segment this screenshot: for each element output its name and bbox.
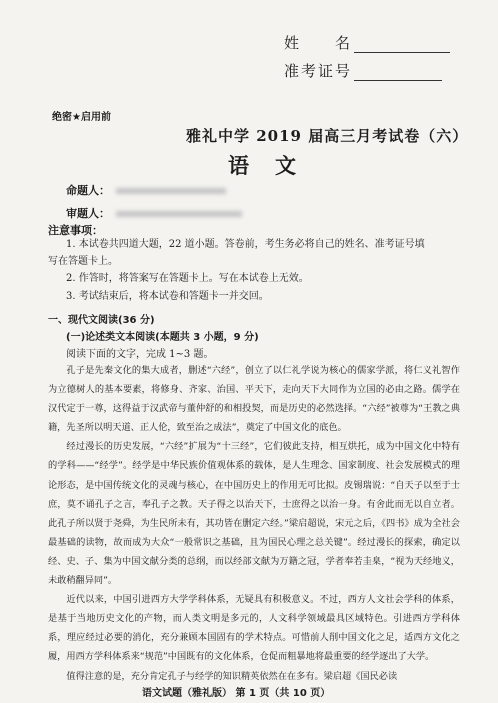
note-item-1-cont: 写在答题卡上。 [48,256,118,267]
ticket-label: 准考证号 [284,62,353,80]
passage-paragraph: 近代以来，中国引进西方大学学科体系，无疑具有积极意义。不过，西方人文社会学科的体系，是基于当地历史文化的产物，而人类文明是多元的，人文科学领域最具区域特色。引进西方学科体系，理应经过必要的消化，充分兼顾本国固有的学术特点。可惜前人削中国文化之足，适西方文化之履，用西方学科体系来“规范”中国既有的文化体系，仓促而粗暴地将最重要的经学逐出了大学。 [48,594,460,663]
name-label: 姓 名 [284,34,353,52]
note-item-3: 3. 考试结束后，将本试卷和答题卡一并交回。 [66,291,269,302]
ticket-field [284,60,442,81]
section-heading: 一、现代文阅读(36 分) [48,315,155,326]
subsection-heading: (一)论述类文本阅读(本题共 3 小题，9 分) [66,332,259,343]
reviewer-row [66,205,242,221]
passage-paragraph: 孔子是先秦文化的集大成者，删述“六经”，创立了以仁礼学说为核心的儒家学派，将仁义礼智作为立德树人的基本要素，将修身、齐家、治国、平天下，走向天下大同作为立国的必由之路。儒学在汉代定于一尊，这得益于汉武帝与董仲舒的和相投契，而是历史的必然选择。“六经”被尊为“王教之典籍，先圣所以明天道、正人伦，致至治之成法”，奠定了中国文化的底色。 [48,365,460,434]
proposer-label: 命题人： [66,184,110,197]
reading-passage [48,361,460,686]
passage-paragraph: 值得注意的是，充分肯定孔子与经学的知识精英依然在在多有。梁启超《国民必读 [66,670,398,682]
name-field [284,32,450,53]
exam-title: 雅礼中学 2019 届高三月考试卷（六） [186,127,469,145]
page-footer: 语文试题（雅礼版） 第 1 页（共 10 页） [142,688,331,699]
reviewer-label: 审题人： [66,207,110,220]
reading-intro: 阅读下面的文字，完成 1~3 题。 [66,349,214,360]
ticket-blank-line [354,66,442,81]
note-item-2: 2. 作答时，将答案写在答题卡上。写在本试卷上无效。 [66,273,309,284]
secret-label: 绝密★启用前 [52,112,111,123]
proposer-redacted [116,188,226,194]
subject-title: 语文 [228,153,322,178]
passage-paragraph: 经过漫长的历史发展，“六经”扩展为“十三经”，它们彼此支持，相互烘托，成为中国文化中特有的学科——“经学”。经学是中华民族价值观体系的载体，是人生理念、国家制度、社会发展模式的理论形态，是中国传统文化的灵魂与核心，在中国历史上的作用无可比拟。皮锡瑞说：“自天子以至于士庶，莫不诵孔子之言，奉孔子之教。天子得之以治天下，士庶得之以治一身。有舍此而无以自立者。此孔子所以贤于尧舜，为生民所未有，其功皆在删定六经。”梁启超说，宋元之后，《四书》成为全社会最基础的读物，故而成为大众“一般常识之基础，且为国民心理之总关键”。经过漫长的探索，确定以经、史、子、集为中国文献分类的总纲，而以经部文献为万籍之冠，学者奉若圭臬，“视为天经地义，未敢稍翻异同”。 [48,441,460,587]
reviewer-redacted [116,211,242,217]
name-blank-line [354,38,450,53]
note-item-1: 1. 本试卷共四道大题，22 道小题。答卷前，考生务必将自己的姓名、准考证号填 [66,239,425,250]
proposer-row [66,182,226,198]
notes-heading: 注意事项： [48,224,103,237]
